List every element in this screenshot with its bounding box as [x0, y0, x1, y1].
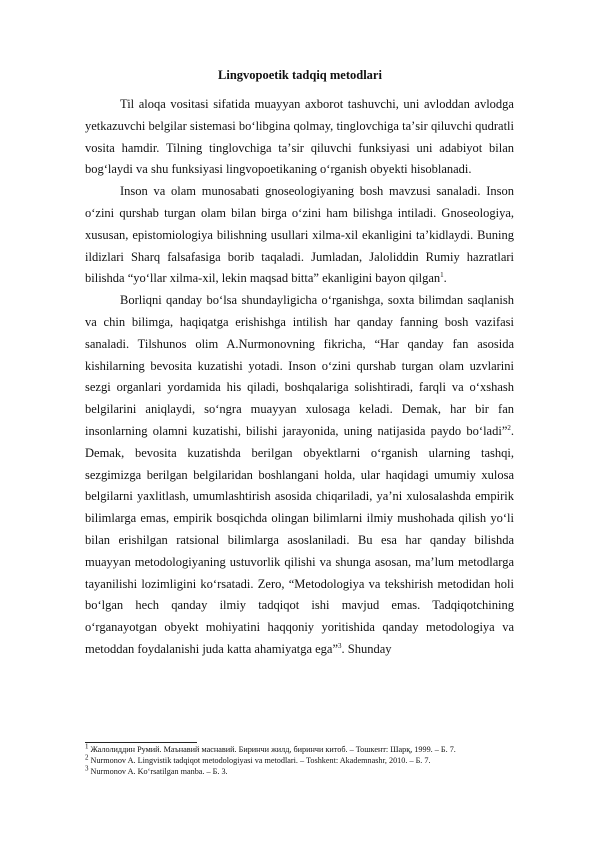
paragraph-2: Inson va olam munosabati gnoseologiyaning bosh mavzusi sanaladi. Inson oʻzini qurshab turgan olam bilan birga oʻzini ham bilishga intiladi. Gnoseologiya, xususan, epistomiologiya bilishning usullari xilma-xil ekanligini taʼkidlaydi. Buning ildizlari Sharq falsafasiga borib taqaladi. Jumladan, Jaloliddin Rumiy hazratlari bilishda “yoʻllar xilma-xil, lekin maqsad bitta” ekanligini bayon qilgan$^1$. [85, 184, 514, 286]
footnote-2 [85, 755, 525, 766]
paragraph-3 [85, 290, 514, 661]
document-body [85, 94, 514, 661]
footnote-ref-1: 1 [440, 271, 444, 280]
paragraph-3-tail: . Shunday [341, 641, 392, 656]
footnote-ref-2: 2 [507, 423, 511, 432]
footnote-2-text: Nurmonov A. Lingvistik tadqiqot metodologiyasi va metodlari. – Toshkent: Akademnashr, 2010. – Б. 7. [90, 756, 431, 766]
paragraph-1 [85, 94, 514, 181]
page-title: Lingvopoetik tadqiq metodlari [218, 68, 382, 82]
footnote-mark-1: 1 [85, 742, 89, 751]
paragraph-3-continuation: . Demak, bevosita kuzatishda berilgan obyektlarni oʻrganish ularning tashqi, sezgimizga berilgan belgilaridan boshlangani holda, ular haqidagi umumiy xulosa belgilarni yaxlitlash, umumlashtirish asosida chiqariladi, yaʼni xulosalashda empirik bilimlarga emas, empirik bosqichda olingan bilimlarni ilmiy mushohada qilish yoʻli bilan erishilgan ratsional bilimlarga asoslaniladi. Bu esa har qanday bilishda muayyan metodologiyaning ustuvorlik qilishi va shunga asosan, maʼlum metodlarga tayanilishi lozimligini koʻrsatadi. Zero, “Metodologiya va tekshirish metodidan holi boʻlgan hech qanday ilmiy tadqiqot ishi mavjud emas. Tadqiqotchining oʻrganayotgan obyekt mohiyatini haqqoniy yoritishida qanday metodologiya va metoddan foydalanishi juda katta ahamiyatga ega” [85, 423, 514, 656]
footnote-separator [85, 742, 197, 743]
footnote-mark-2: 2 [85, 753, 89, 762]
paragraph-1-text: Til aloqa vositasi sifatida muayyan axborot tashuvchi, uni avloddan avlodga yetkazuvchi belgilar sistemasi boʻlibgina qolmay, tinglovchiga taʼsir qiluvchi qudratli vosita hamdir. Tilning tinglovchiga taʼsir qiluvchi funksiyasi uni adabiyot bilan bogʻlaydi va shu funksiyasi lingvopoetikaning oʻrganish obyekti hisoblanadi. [85, 97, 514, 177]
footnote-1 [85, 744, 525, 755]
footnotes [85, 744, 525, 778]
footnote-1-text: Жалолиддин Румий. Маънавий маснавий. Биринчи жилд, биринчи китоб. – Тошкент: Шарқ, 1999. – Б. 7. [90, 745, 456, 754]
footnote-mark-3: 3 [85, 764, 89, 773]
paragraph-2-text: Inson va olam munosabati gnoseologiyaning bosh mavzusi sanaladi. Inson oʻzini qurshab turgan olam bilan birga oʻzini ham bilishga intiladi. Gnoseologiya, xususan, epistomiologiya bilishning usullari xilma-xil ekanligini taʼkidlaydi. Buning ildizlari Sharq falsafasiga borib taqaladi. Jumladan, Jaloliddin Rumiy hazratlari bilishda “yoʻllar xilma-xil, lekin maqsad bitta” ekanligini bayon qilgan [85, 184, 514, 286]
footnote-ref-3: 3 [338, 641, 342, 650]
footnote-3-text: Nurmonov A. Koʻrsatilgan manba. – Б. 3. [90, 767, 228, 777]
footnote-3 [85, 766, 525, 777]
paragraph-3-text: Borliqni qanday boʻlsa shundayligicha oʻrganishga, soxta bilimdan saqlanish va chin bilimga, haqiqatga erishishga intilish har qanday fanning bosh vazifasi sanaladi. Tilshunos olim A.Nurmonovning fikricha, “Har qanday fan asosida kishilarning bevosita kuzatishi yotadi. Inson oʻzini qurshab turgan olam uzvlarini sezgi organlari yordamida his qiladi, boshqalariga solishtiradi, farqli va oʻxshash belgilarini aniqlaydi, soʻngra muayyan xulosaga keladi. Demak, har bir fan insonlarning olamni kuzatishi, bilishi jarayonida, uning natijasida paydo boʻladi” [85, 293, 514, 438]
